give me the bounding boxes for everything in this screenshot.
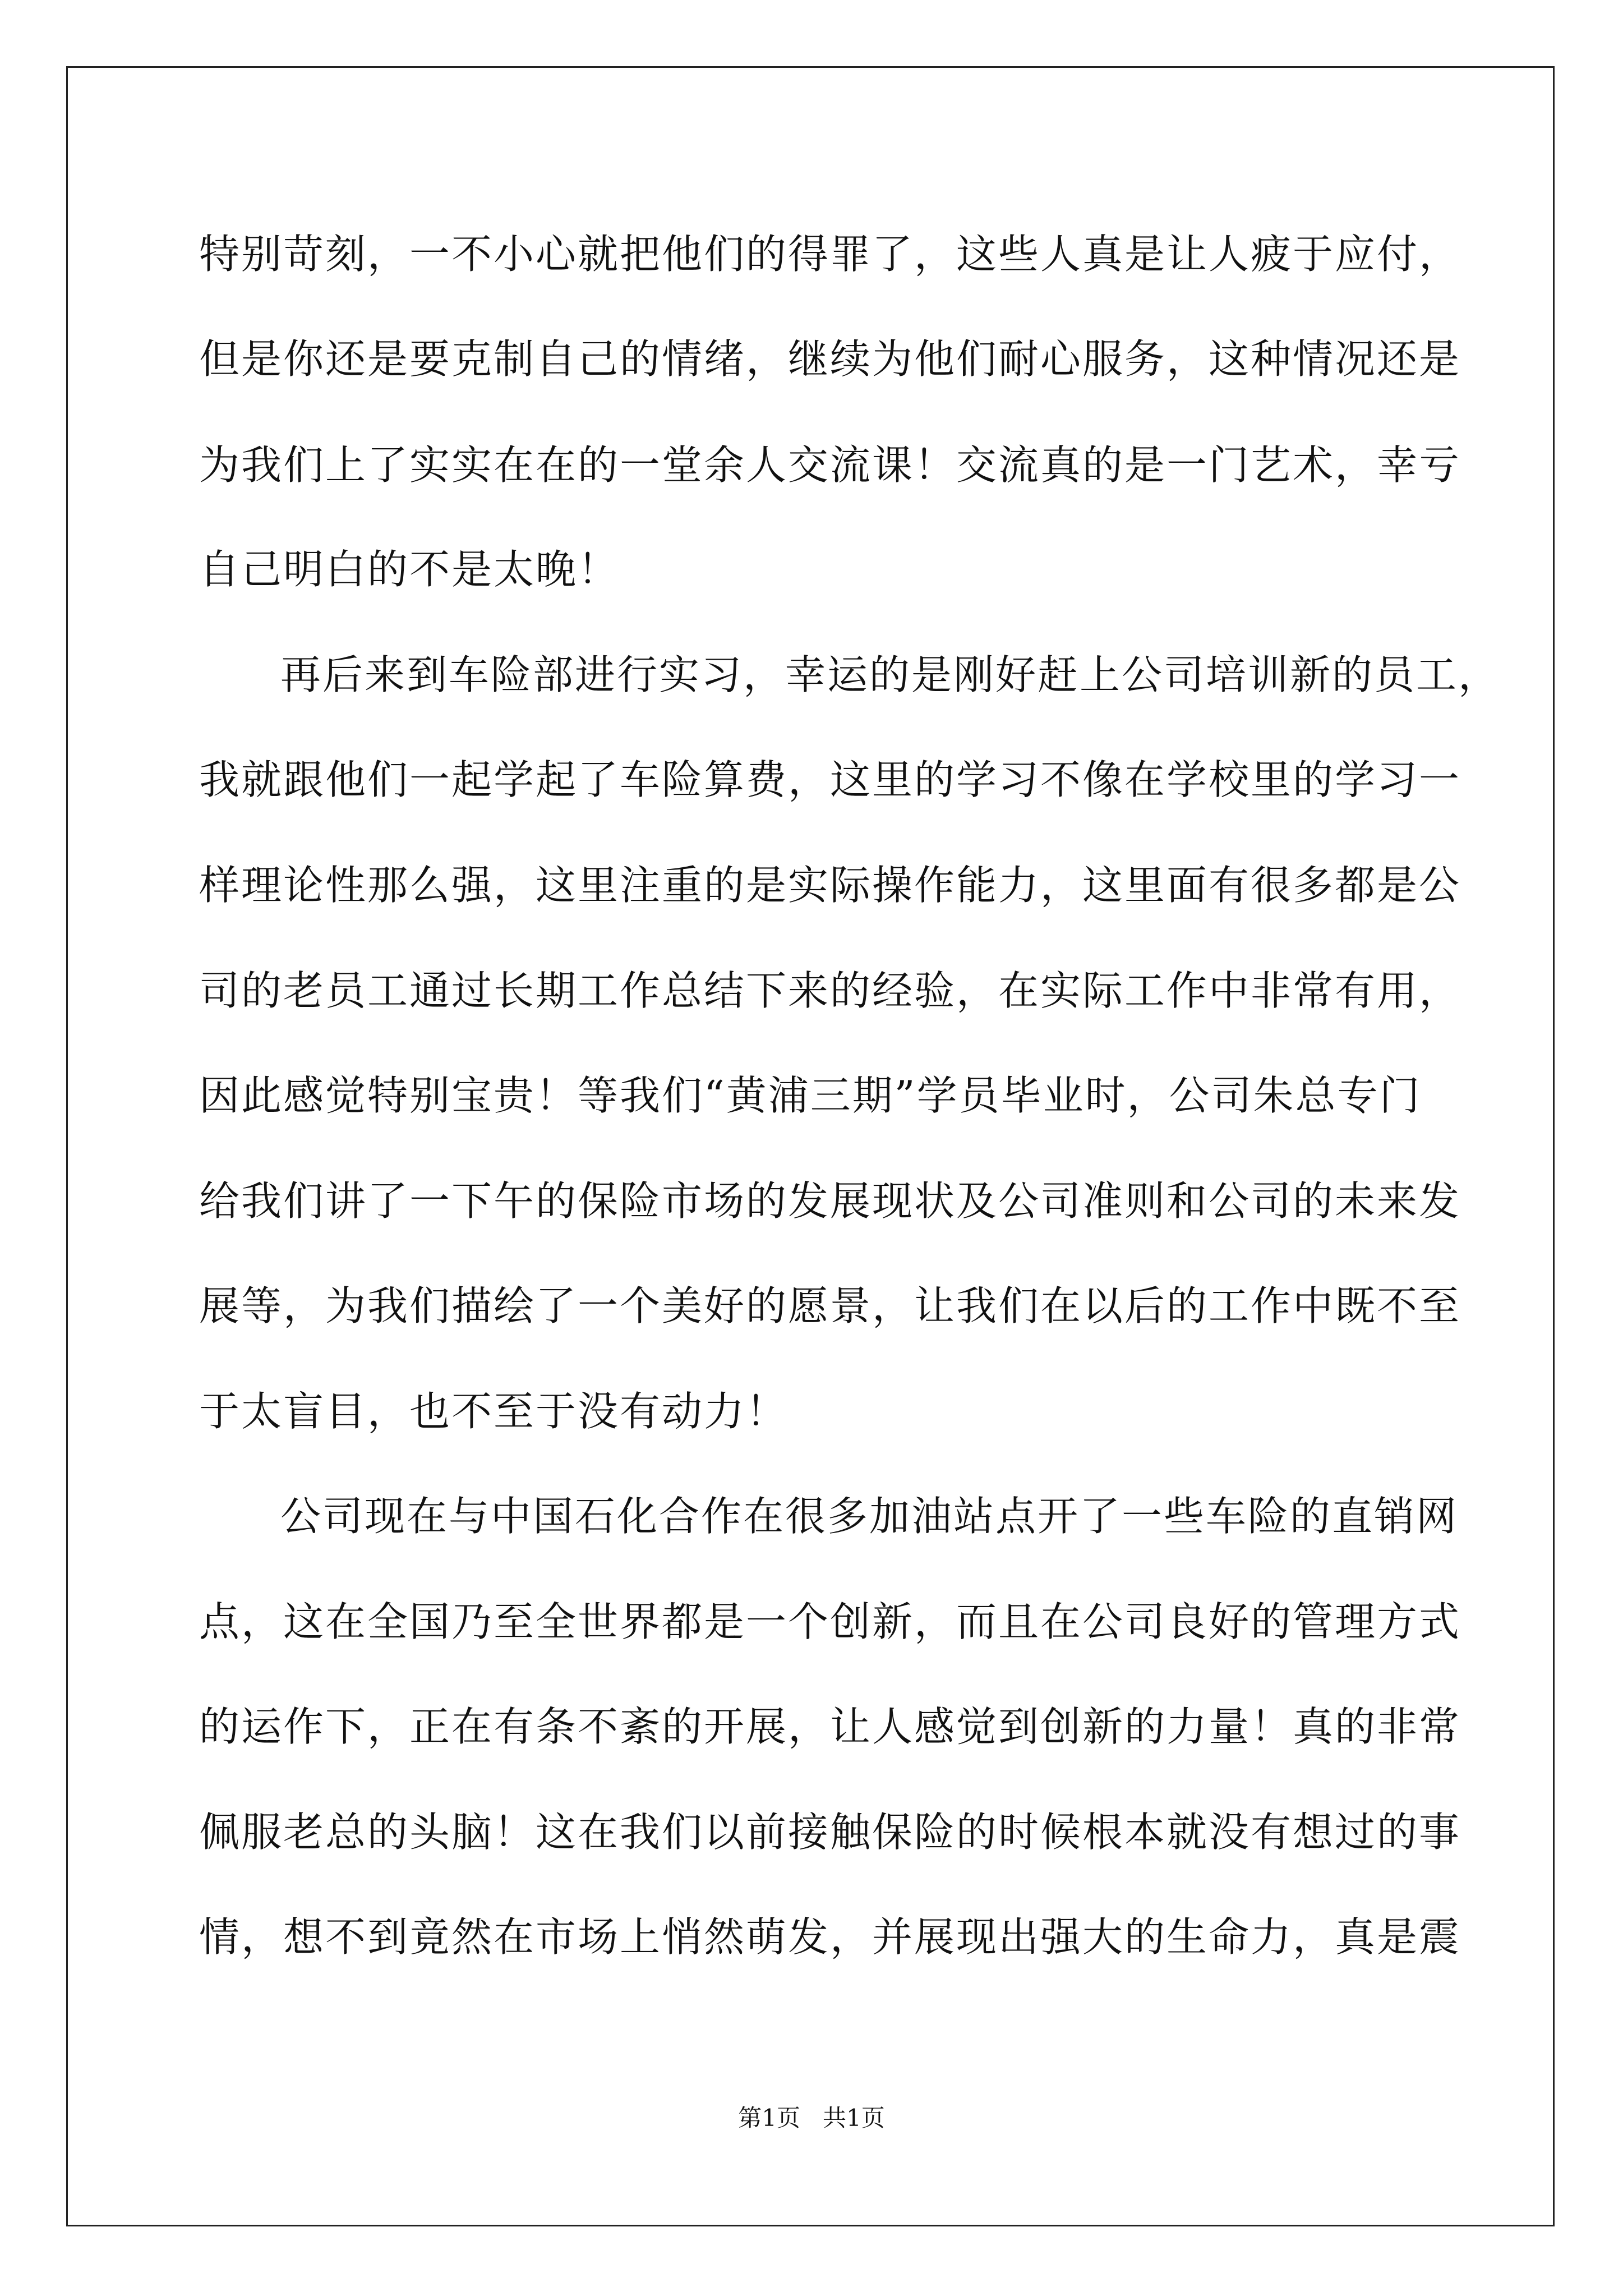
text-line: 的运作下，正在有条不紊的开展，让人感觉到创新的力量！真的非常 bbox=[199, 1703, 1461, 1750]
text-line: 样理论性那么强，这里注重的是实际操作能力，这里面有很多都是公 bbox=[199, 862, 1461, 909]
text-line: 特别苛刻，一不小心就把他们的得罪了，这些人真是让人疲于应付， bbox=[199, 231, 1461, 278]
text-line: 给我们讲了一下午的保险市场的发展现状及公司准则和公司的未来发 bbox=[199, 1177, 1461, 1225]
paragraph-first-line: 再后来到车险部进行实习，幸运的是刚好赶上公司培训新的员工， bbox=[280, 651, 1501, 698]
text-line: 为我们上了实实在在的一堂余人交流课！交流真的是一门艺术，幸亏 bbox=[199, 441, 1461, 489]
text-line: 自己明白的不是太晚！ bbox=[199, 546, 620, 593]
text-line: 但是你还是要克制自己的情绪，继续为他们耐心服务，这种情况还是 bbox=[199, 335, 1461, 383]
text-line: 因此感觉特别宝贵！等我们“黄浦三期”学员毕业时，公司朱总专门 bbox=[199, 1072, 1422, 1119]
text-line: 于太盲目，也不至于没有动力！ bbox=[199, 1388, 789, 1435]
text-line: 司的老员工通过长期工作总结下来的经验，在实际工作中非常有用， bbox=[199, 967, 1461, 1014]
text-line: 点，这在全国乃至全世界都是一个创新，而且在公司良好的管理方式 bbox=[199, 1598, 1461, 1645]
page-border bbox=[66, 66, 1555, 2226]
text-line: 展等，为我们描绘了一个美好的愿景，让我们在以后的工作中既不至 bbox=[199, 1282, 1461, 1329]
page-footer: 第1页 共1页 bbox=[738, 2104, 885, 2132]
text-line: 佩服老总的头脑！这在我们以前接触保险的时候根本就没有想过的事 bbox=[199, 1809, 1461, 1856]
paragraph-first-line: 公司现在与中国石化合作在很多加油站点开了一些车险的直销网 bbox=[280, 1493, 1459, 1540]
text-line: 我就跟他们一起学起了车险算费，这里的学习不像在学校里的学习一 bbox=[199, 756, 1461, 803]
text-line: 情，想不到竟然在市场上悄然萌发，并展现出强大的生命力，真是震 bbox=[199, 1913, 1461, 1961]
